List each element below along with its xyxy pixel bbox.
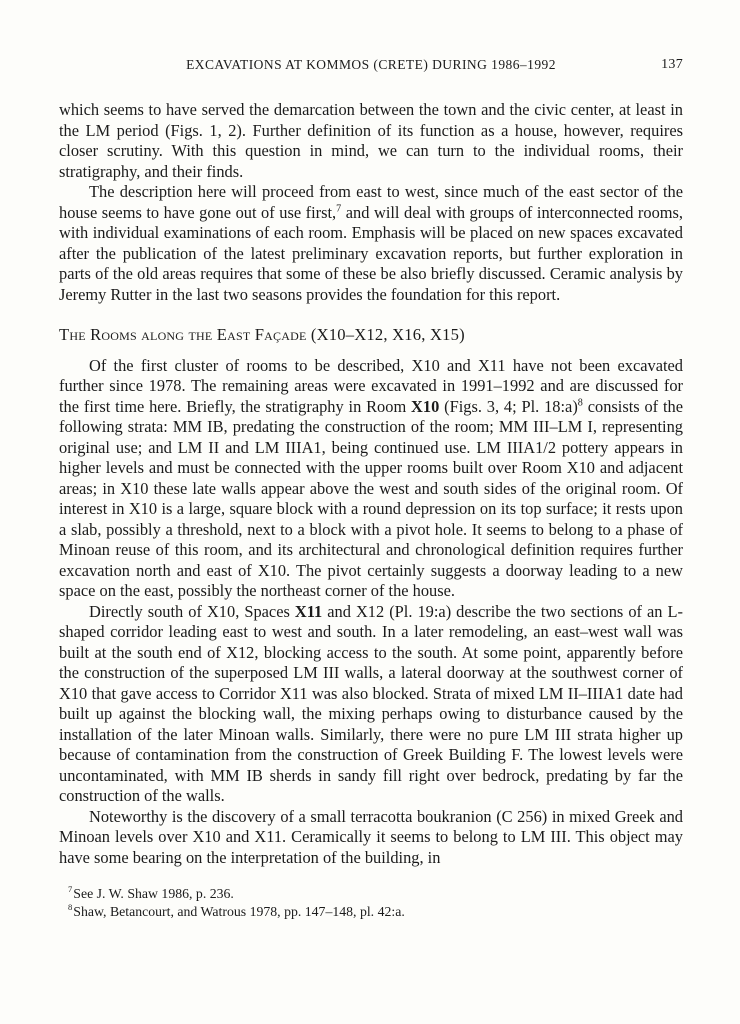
paragraph-5: Noteworthy is the discovery of a small terracotta boukranion (C 256) in mixed Greek and Minoan levels over X10 and X11. Ceramically it seems to belong to LM III. This object may have some bearing on the interpretation of the building, in — [59, 806, 683, 867]
paragraph-1: which seems to have served the demarcation between the town and the civic center, at least in the LM period (Figs. 1, 2). Further definition of its function as a house, however, requires closer scrutiny. With this question in mind, we can turn to the individual rooms, their stratigraphy, and their finds. — [59, 100, 683, 181]
footnotes — [59, 885, 683, 921]
running-title: EXCAVATIONS AT KOMMOS (CRETE) DURING 1986–1992 — [186, 57, 556, 72]
footnote-7: $^7$See J. W. Shaw 1986, p. 236. — [68, 884, 234, 901]
footnote-8: $^8$Shaw, Betancourt, and Watrous 1978, pp. 147–148, pl. 42:a. — [68, 902, 405, 919]
page-header — [59, 57, 683, 75]
page-body — [59, 100, 683, 921]
page-number: 137 — [661, 57, 683, 72]
paragraph-3: Of the first cluster of rooms to be described, X10 and X11 have not been excavated further since 1978. The remaining areas were excavated in 1991–1992 and are discussed for the first time here. Briefly, the stratigraphy in Room X10 (Figs. 3, 4; Pl. 18:a)$^8$ consists of the following strata: MM IB, predating the construction of the room; MM III–LM I, representing original use; and LM II and LM IIIA1, being continued use. LM IIIA1/2 pottery appears in higher levels and must be connected with the upper rooms built over Room X10 and adjacent areas; in X10 these late walls appear above the west and south sides of the original room. Of interest in X10 is a large, square block with a round depression on its top surface; it rests upon a slab, possibly a threshold, next to a block with a pivot hole. It seems to belong to a phase of Minoan reuse of this room, and its architectural and chronological definition requires further excavation north and east of X10. The pivot certainly suggests a doorway leading to a new space on the east, possibly the northeast corner of the house. — [59, 355, 683, 600]
paragraph-4: Directly south of X10, Spaces X11 and X12 (Pl. 19:a) describe the two sections of an L-shaped corridor leading east to west and south. In a later remodeling, an east–west wall was built at the south end of X12, blocking access to the south. At some point, apparently before the construction of the superposed LM III walls, a lateral doorway at the southwest corner of X10 that gave access to Corridor X11 was also blocked. Strata of mixed LM II–IIIA1 date had built up against the blocking wall, the mixing perhaps owing to disturbance caused by the installation of the later Minoan walls. Similarly, there were no pure LM III strata higher up because of contamination from the construction of Greek Building F. The lowest levels were uncontaminated, with MM IB sherds in sandy fill right over bedrock, predating by far the construction of the walls. — [59, 601, 684, 805]
paragraph-2: The description here will proceed from east to west, since much of the east sector of the house seems to have gone out of use first,$^7$ and will deal with groups of interconnected rooms, with individual examinations of each room. Emphasis will be placed on new spaces excavated after the publication of the latest preliminary excavation reports, but further exploration in parts of the old areas requires that some of these be also briefly discussed. Ceramic analysis by Jeremy Rutter in the last two seasons provides the foundation for this report. — [59, 182, 684, 304]
section-heading: The Rooms along the East Façade (X10–X12, X16, X15) — [59, 325, 465, 344]
